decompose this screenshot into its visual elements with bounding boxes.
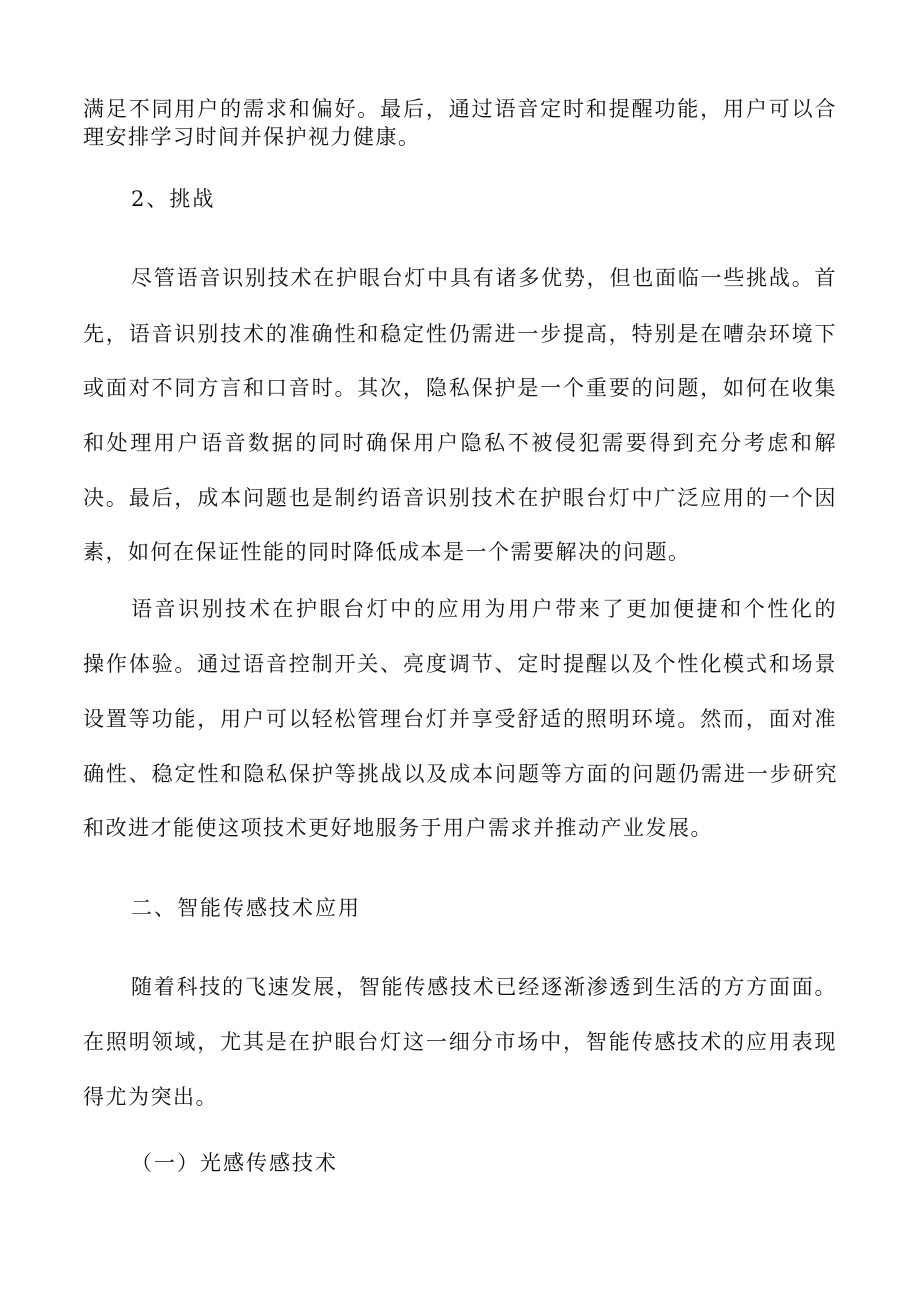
section-heading: 2、挑战 [131, 187, 216, 211]
paragraph-line: 素，如何在保证性能的同时降低成本是一个需要解决的问题。 [83, 540, 691, 564]
subsection-heading: （一）光感传感技术 [131, 1151, 338, 1175]
paragraph-line: 确性、稳定性和隐私保护等挑战以及成本问题等方面的问题仍需进一步研究 [83, 762, 837, 786]
paragraph-line: 或面对不同方言和口音时。其次，隐私保护是一个重要的问题，如何在收集 [83, 376, 837, 400]
paragraph-line: 在照明领域，尤其是在护眼台灯这一细分市场中，智能传感技术的应用表现 [83, 1030, 837, 1054]
paragraph-line: 决。最后，成本问题也是制约语音识别技术在护眼台灯中广泛应用的一个因 [83, 486, 837, 510]
section-heading: 二、智能传感技术应用 [131, 896, 361, 920]
paragraph-line: 理安排学习时间并保护视力健康。 [83, 125, 421, 149]
paragraph-line: 先，语音识别技术的准确性和稳定性仍需进一步提高，特别是在嘈杂环境下 [83, 322, 837, 346]
paragraph-line: 得尤为突出。 [83, 1085, 218, 1109]
paragraph-line: 随着科技的飞速发展，智能传感技术已经逐渐渗透到生活的方方面面。 [131, 975, 837, 999]
paragraph-line: 尽管语音识别技术在护眼台灯中具有诸多优势，但也面临一些挑战。首 [131, 266, 837, 290]
paragraph-line: 和处理用户语音数据的同时确保用户隐私不被侵犯需要得到充分考虑和解 [83, 431, 837, 455]
paragraph-line: 操作体验。通过语音控制开关、亮度调节、定时提醒以及个性化模式和场景 [83, 652, 837, 676]
paragraph-line: 设置等功能，用户可以轻松管理台灯并享受舒适的照明环境。然而，面对准 [83, 707, 837, 731]
paragraph-line: 语音识别技术在护眼台灯中的应用为用户带来了更加便捷和个性化的 [131, 597, 837, 621]
paragraph-line: 和改进才能使这项技术更好地服务于用户需求并推动产业发展。 [83, 816, 713, 840]
paragraph-line: 满足不同用户的需求和偏好。最后，通过语音定时和提醒功能，用户可以合 [83, 97, 837, 121]
